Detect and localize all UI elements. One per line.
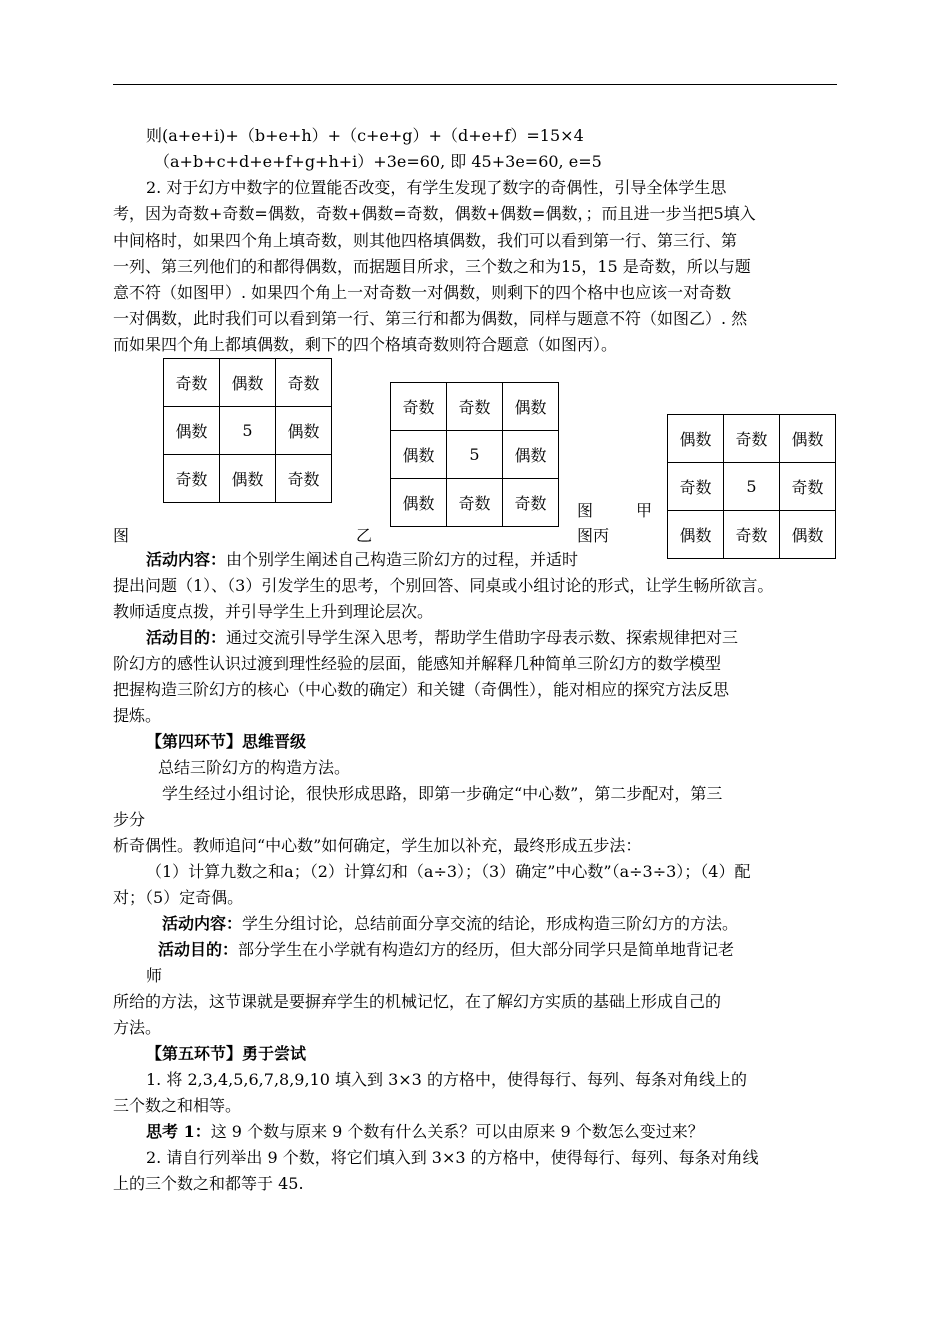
grid-cell: 偶数	[668, 511, 724, 559]
grid-cell: 偶数	[391, 431, 447, 479]
header-rule	[113, 84, 837, 85]
grid-cell: 偶数	[668, 415, 724, 463]
grid-cell: 奇数	[503, 479, 559, 527]
text-line: 一列、第三列他们的和都得偶数，而据题目所求，三个数之和为15，15 是奇数，所以与题	[113, 257, 751, 276]
grid-cell: 偶数	[220, 359, 276, 407]
paragraph-activity-goal	[146, 627, 738, 649]
text-line: 而如果四个角上都填偶数，剩下的四个格填奇数则符合题意（如图丙）。	[113, 335, 618, 354]
text-line: 所给的方法，这节课就是要摒弃学生的机械记忆，在了解幻方实质的基础上形成自己的	[113, 992, 722, 1011]
text-span: 由个别学生阐述自己构造三阶幻方的过程，并适时	[226, 550, 579, 569]
grid-cell: 奇数	[447, 479, 503, 527]
think-question	[146, 1121, 704, 1143]
grid-cell: 偶数	[503, 383, 559, 431]
text-line: 上的三个数之和都等于 45.	[113, 1174, 304, 1193]
paragraph-activity-goal-2	[158, 939, 734, 961]
text-line: 对；（5）定奇偶。	[113, 888, 244, 907]
grid-cell: 偶数	[780, 415, 836, 463]
grid-cell: 奇数	[276, 455, 332, 503]
text-line: 阶幻方的感性认识过渡到理性经验的层面，能感知并解释几种简单三阶幻方的数学模型	[113, 654, 722, 673]
text-line: 师	[146, 966, 163, 985]
equation-line-2: （a+b+c+d+e+f+g+h+i）+3e=60, 即 45+3e=60, e=5	[154, 152, 602, 171]
text-span: 学生分组讨论，总结前面分享交流的结论，形成构造三阶幻方的方法。	[242, 914, 739, 933]
think-head: 思考 1：	[146, 1122, 211, 1141]
text-line: 2. 请自行列举出 9 个数，将它们填入到 3×3 的方格中，使得每行、每列、每条对角线	[146, 1148, 759, 1167]
text-line: 2. 对于幻方中数字的位置能否改变，有学生发现了数字的奇偶性，引导全体学生思	[146, 178, 727, 197]
equation-line-1: 则(a+e+i)+（b+e+h）+（c+e+g）+（d+e+f）=15×4	[146, 126, 584, 145]
text-span: 通过交流引导学生深入思考，帮助学生借助字母表示数、探索规律把对三	[226, 628, 739, 647]
text-line: 方法。	[113, 1018, 162, 1037]
grid-cell: 奇数	[391, 383, 447, 431]
activity-content-head: 活动内容：	[146, 550, 227, 569]
text-line: 提炼。	[113, 706, 162, 725]
text-line: 提出问题（1）、（3）引发学生的思考，个别回答、同桌或小组讨论的形式，让学生畅所欲言。	[113, 576, 774, 595]
grid-cell: 奇数	[276, 359, 332, 407]
text-line: 意不符（如图甲）. 如果四个角上一对奇数一对偶数，则剩下的四个格中也应该一对奇数	[113, 283, 732, 302]
grid-cell: 奇数	[164, 359, 220, 407]
section-5-title: 【第五环节】勇于尝试	[146, 1044, 307, 1063]
grid-cell: 奇数	[164, 455, 220, 503]
grid-cell: 5	[724, 463, 780, 511]
grid-cell: 5	[220, 407, 276, 455]
text-line: 三个数之和相等。	[113, 1096, 242, 1115]
text-line: 析奇偶性。教师追问“中心数”如何确定，学生加以补充，最终形成五步法：	[113, 836, 642, 855]
grid-cell: 5	[447, 431, 503, 479]
grid-cell: 奇数	[447, 383, 503, 431]
text-span: 这 9 个数与原来 9 个数有什么关系？可以由原来 9 个数怎么变过来？	[210, 1122, 704, 1141]
text-line: （1）计算九数之和a；（2）计算幻和（a÷3）；（3）确定”中心数”（a÷3÷3）；（4）配	[146, 862, 751, 881]
grid-cell: 偶数	[391, 479, 447, 527]
text-span: 部分学生在小学就有构造幻方的经历，但大部分同学只是简单地背记老	[238, 940, 735, 959]
figure-label: 甲	[636, 501, 653, 520]
magic-square-yi	[390, 382, 559, 527]
text-line: 一对偶数，此时我们可以看到第一行、第三行和都为偶数，同样与题意不符（如图乙）. 然	[113, 309, 748, 328]
grid-cell: 奇数	[668, 463, 724, 511]
text-line: 总结三阶幻方的构造方法。	[158, 758, 351, 777]
activity-content-head: 活动内容：	[162, 914, 243, 933]
grid-cell: 偶数	[276, 407, 332, 455]
activity-goal-head: 活动目的：	[158, 940, 239, 959]
figure-label: 乙	[356, 526, 373, 545]
paragraph-activity-content	[146, 549, 578, 571]
text-line: 教师适度点拨，并引导学生上升到理论层次。	[113, 602, 434, 621]
grid-cell: 偶数	[503, 431, 559, 479]
grid-cell: 偶数	[164, 407, 220, 455]
grid-cell: 偶数	[780, 511, 836, 559]
grid-cell: 奇数	[780, 463, 836, 511]
section-4-title: 【第四环节】思维晋级	[146, 732, 307, 751]
paragraph-activity-content-2	[162, 913, 738, 935]
text-line: 考，因为奇数+奇数=偶数，奇数+偶数=奇数，偶数+偶数=偶数，；而且进一步当把5填入	[113, 204, 756, 223]
magic-square-jia	[163, 358, 332, 503]
figure-label: 图	[113, 526, 130, 545]
text-line: 把握构造三阶幻方的核心（中心数的确定）和关键（奇偶性），能对相应的探究方法反思	[113, 680, 730, 699]
text-line: 1. 将 2,3,4,5,6,7,8,9,10 填入到 3×3 的方格中，使得每行、每列、每条对角线上的	[146, 1070, 747, 1089]
activity-goal-head: 活动目的：	[146, 628, 227, 647]
grid-cell: 奇数	[724, 415, 780, 463]
grid-cell: 奇数	[724, 511, 780, 559]
figure-label: 图	[577, 501, 594, 520]
text-line: 学生经过小组讨论，很快形成思路，即第一步确定“中心数”，第二步配对，第三	[162, 784, 723, 803]
grid-cell: 偶数	[220, 455, 276, 503]
text-line: 中间格时，如果四个角上填奇数，则其他四格填偶数，我们可以看到第一行、第三行、第	[113, 231, 738, 250]
magic-square-bing	[667, 414, 836, 559]
text-line: 步分	[113, 810, 146, 829]
figure-label: 图丙	[577, 526, 610, 545]
